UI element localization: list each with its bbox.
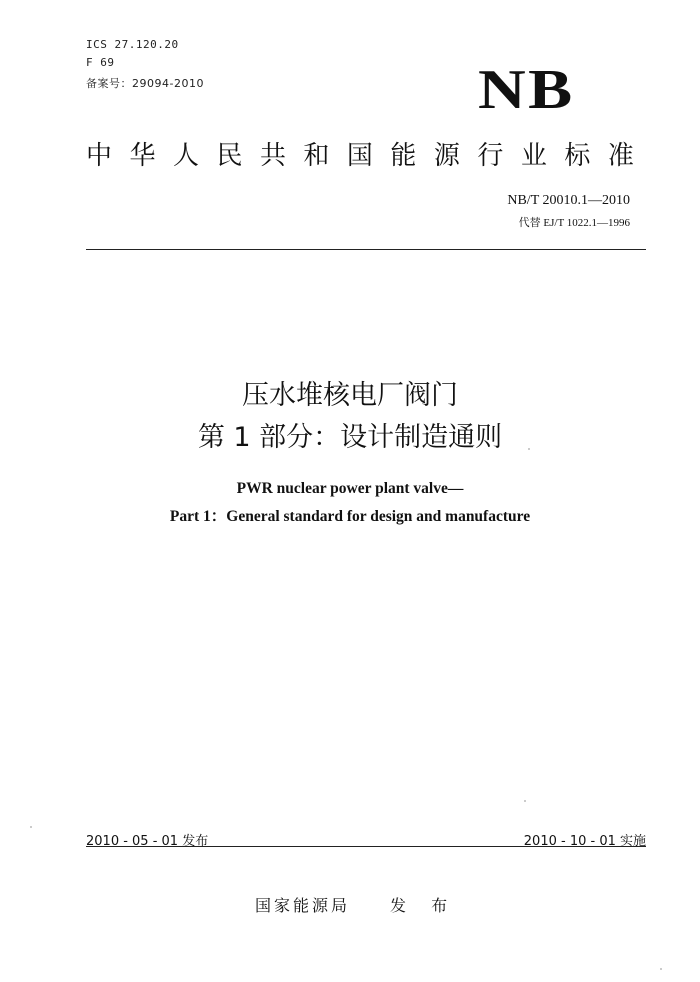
record-number: 备案号：29094-2010 <box>86 77 204 90</box>
category-char: 业 <box>520 141 547 171</box>
category-char: 人 <box>172 141 199 171</box>
standard-number: NB/T 20010.1—2010 <box>507 193 630 208</box>
issuer-name: 国家能源局 <box>255 896 351 915</box>
category-char: 国 <box>346 141 373 171</box>
issuer-row <box>255 893 457 916</box>
title-en-line1: PWR nuclear power plant valve— <box>236 480 464 497</box>
implementation-date: 2010 - 10 - 01 实施 <box>523 834 646 849</box>
category-char: 能 <box>390 141 417 171</box>
category-char: 和 <box>303 141 330 171</box>
category-char: 准 <box>607 141 634 171</box>
title-en-line2: Part 1：General standard for design and manufacture <box>169 508 531 525</box>
ics-code: ICS 27.120.20 <box>86 38 179 51</box>
title-cn-line2: 第 1 部分：设计制造通则 <box>197 422 503 453</box>
category-char: 华 <box>129 141 156 171</box>
issue-date: 2010 - 05 - 01 发布 <box>86 834 209 849</box>
category-char: 民 <box>216 141 243 171</box>
category-char: 标 <box>564 141 591 171</box>
replaces-note: 代替 EJ/T 1022.1—1996 <box>518 217 630 229</box>
speck <box>524 800 526 802</box>
speck <box>528 448 530 450</box>
top-divider <box>86 249 646 250</box>
speck <box>660 968 662 970</box>
nb-logo: NB <box>478 59 575 121</box>
category-char: 行 <box>477 141 504 171</box>
bottom-divider <box>86 846 646 847</box>
title-cn-line1: 压水堆核电厂阀门 <box>242 380 458 411</box>
category-char: 源 <box>433 141 460 171</box>
standard-category <box>86 140 634 172</box>
speck <box>30 826 32 828</box>
issue-word: 发 布 <box>390 896 458 915</box>
category-char: 共 <box>259 141 286 171</box>
classification-code: F 69 <box>86 56 115 69</box>
category-char: 中 <box>86 141 113 171</box>
